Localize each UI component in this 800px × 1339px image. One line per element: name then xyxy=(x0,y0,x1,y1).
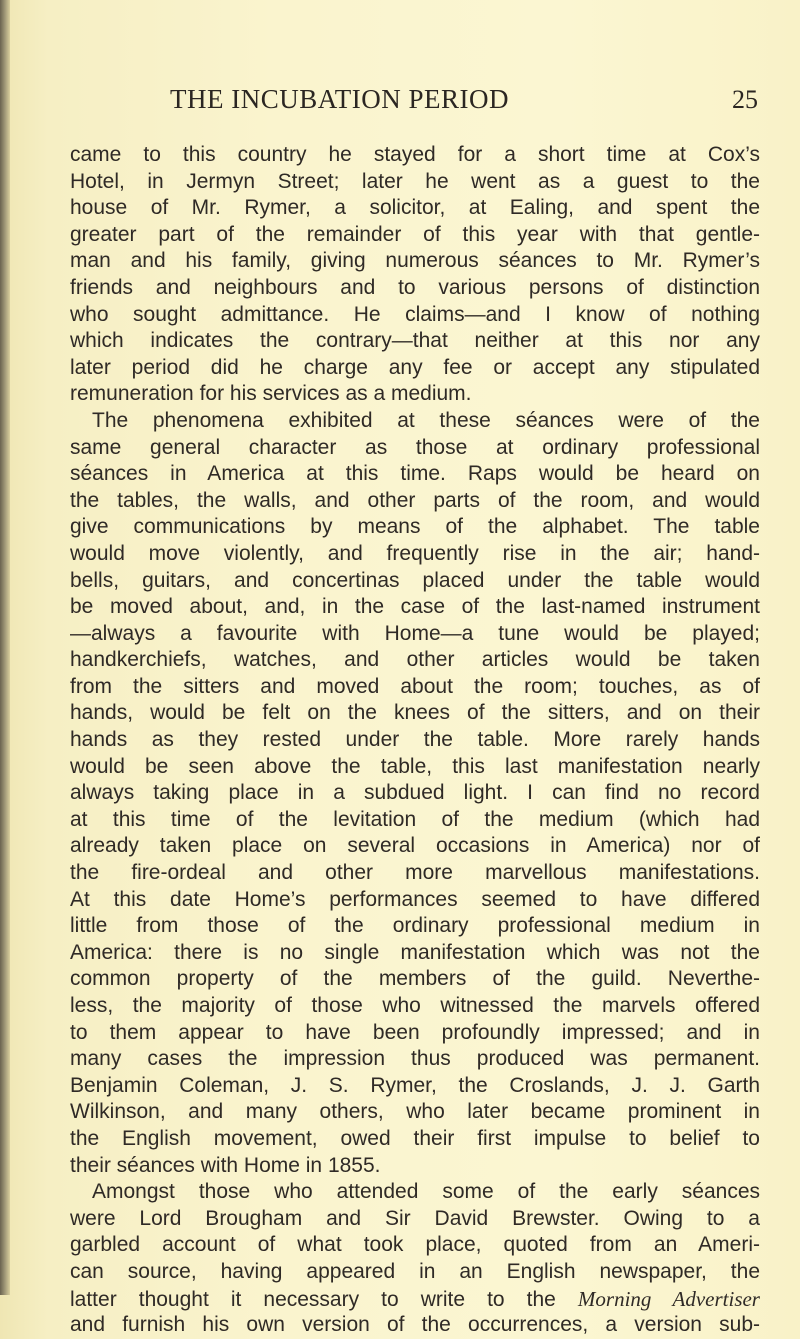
newspaper-title: Morning Advertiser xyxy=(577,1286,760,1311)
text-line: always taking place in a subdued light. I can find no record xyxy=(70,781,760,805)
text-line: many cases the impression thus produced was permanent. xyxy=(70,1047,760,1071)
text-line: friends and neighbours and to various persons of distinction xyxy=(70,275,760,299)
text-line: hands, would be felt on the knees of the sitters, and on their xyxy=(70,701,760,725)
book-page xyxy=(70,84,760,1339)
text-line: house of Mr. Rymer, a solicitor, at Ealing, and spent the xyxy=(70,196,760,220)
text-line: the tables, the walls, and other parts of the room, and would xyxy=(70,488,760,512)
text-line: bells, guitars, and concertinas placed under the table would xyxy=(70,568,760,592)
text-line: same general character as those at ordinary professional xyxy=(70,435,760,459)
text-line: and furnish his own version of the occurrences, a version sub- xyxy=(70,1313,760,1337)
text-line: handkerchiefs, watches, and other articles would be taken xyxy=(70,648,760,672)
text-line: can source, having appeared in an English newspaper, the xyxy=(70,1259,760,1283)
text-line: would move violently, and frequently rise in the air; hand- xyxy=(70,541,760,565)
text-line: hands as they rested under the table. More rarely hands xyxy=(70,728,760,752)
text-line: little from those of the ordinary professional medium in xyxy=(70,914,760,938)
running-title: THE INCUBATION PERIOD xyxy=(170,84,509,114)
text-line: to them appear to have been profoundly impressed; and in xyxy=(70,1020,760,1044)
text-line: Hotel, in Jermyn Street; later he went as a guest to the xyxy=(70,169,760,193)
text-line: the fire-ordeal and other more marvellous manifestations. xyxy=(70,861,760,885)
text-line: man and his family, giving numerous séances to Mr. Rymer’s xyxy=(70,249,760,273)
text-line: greater part of the remainder of this year with that gentle- xyxy=(70,222,760,246)
text-line: At this date Home’s performances seemed to have differed xyxy=(70,887,760,911)
text-line: Wilkinson, and many others, who later became prominent in xyxy=(70,1100,760,1124)
text-line: at this time of the levitation of the medium (which had xyxy=(70,807,760,831)
text-line: be moved about, and, in the case of the last-named instrument xyxy=(70,595,760,619)
text-line: from the sitters and moved about the room; touches, as of xyxy=(70,674,760,698)
text-line: America: there is no single manifestation which was not the xyxy=(70,940,760,964)
text-line: garbled account of what took place, quoted from an Ameri- xyxy=(70,1233,760,1257)
page-number: 25 xyxy=(732,85,758,114)
text-line: give communications by means of the alphabet. The table xyxy=(70,515,760,539)
text-line: —always a favourite with Home—a tune would be played; xyxy=(70,621,760,645)
text-line-with-title xyxy=(70,1286,760,1313)
text-line: less, the majority of those who witnessed the marvels offered xyxy=(70,994,760,1017)
text-line: remuneration for his services as a medium. xyxy=(70,382,472,406)
text-line: their séances with Home in 1855. xyxy=(70,1153,381,1177)
body-text xyxy=(70,142,760,1339)
text-line: already taken place on several occasions in America) nor of xyxy=(70,834,760,858)
text-line: common property of the members of the guild. Neverthe- xyxy=(70,967,760,991)
text-line: who sought admittance. He claims—and I know of nothing xyxy=(70,302,760,326)
text-line-lead: latter thought it necessary to write to the xyxy=(70,1287,556,1311)
text-line: would be seen above the table, this last manifestation nearly xyxy=(70,754,760,778)
binding-gutter xyxy=(0,0,10,1295)
text-line: séances in America at this time. Raps would be heard on xyxy=(70,462,760,486)
paragraph-start-line: The phenomena exhibited at these séances were of the xyxy=(92,408,760,432)
text-line: which indicates the contrary—that neither at this nor any xyxy=(70,329,760,353)
text-line: were Lord Brougham and Sir David Brewster. Owing to a xyxy=(70,1206,760,1230)
text-line: the English movement, owed their first impulse to belief to xyxy=(70,1126,760,1150)
running-head xyxy=(70,84,760,128)
text-line: later period did he charge any fee or accept any stipulated xyxy=(70,355,760,379)
text-line: Benjamin Coleman, J. S. Rymer, the Croslands, J. J. Garth xyxy=(70,1073,760,1097)
text-line: came to this country he stayed for a short time at Cox’s xyxy=(70,143,760,166)
paragraph-start-line: Amongst those who attended some of the early séances xyxy=(92,1180,760,1204)
